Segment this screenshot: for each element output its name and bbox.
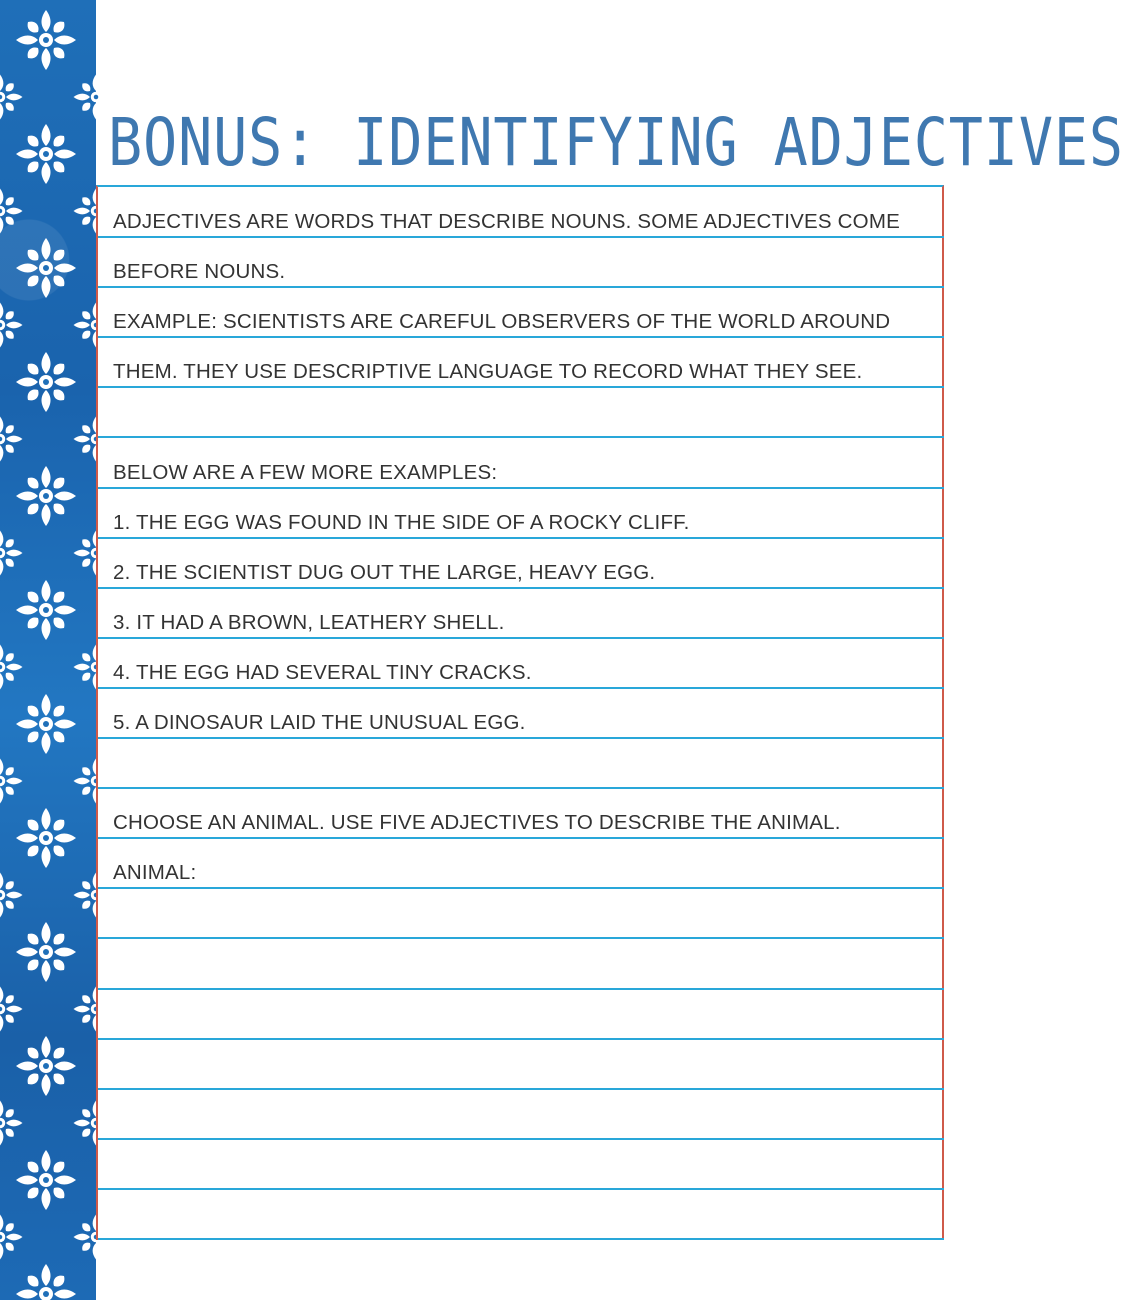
damask-pattern <box>0 0 96 1300</box>
damask-motif-icon <box>16 466 76 526</box>
damask-motif-icon <box>0 645 23 690</box>
ruled-line <box>98 1188 944 1190</box>
damask-motif-icon <box>0 75 23 120</box>
ruled-line <box>98 236 944 238</box>
damask-motif-icon <box>0 417 23 462</box>
damask-motif-icon <box>16 808 76 868</box>
ruled-line <box>98 837 944 839</box>
ruled-line <box>98 737 944 739</box>
damask-motif-icon <box>0 1101 23 1146</box>
damask-motif-icon <box>16 580 76 640</box>
ruled-line <box>98 988 944 990</box>
ruled-line <box>98 687 944 689</box>
damask-motif-icon <box>16 1264 76 1300</box>
ruled-line <box>98 587 944 589</box>
text-line: 2. THE SCIENTIST DUG OUT THE LARGE, HEAVY EGG. <box>113 560 656 584</box>
damask-motif-icon <box>16 922 76 982</box>
damask-motif-icon <box>0 987 23 1032</box>
text-line: 3. IT HAD A BROWN, LEATHERY SHELL. <box>113 610 505 634</box>
ruled-line <box>98 787 944 789</box>
damask-motif-icon <box>0 531 23 576</box>
ruled-line <box>98 1238 944 1240</box>
ruled-line <box>98 436 944 438</box>
lined-writing-area <box>96 185 944 1240</box>
text-line: 5. A DINOSAUR LAID THE UNUSUAL EGG. <box>113 711 526 734</box>
text-line: EXAMPLE: SCIENTISTS ARE CAREFUL OBSERVERS OF THE WORLD AROUND <box>113 310 891 334</box>
damask-motif-icon <box>16 1150 76 1210</box>
damask-motif-icon <box>0 303 23 348</box>
damask-motif-icon <box>16 352 76 412</box>
page-title: BONUS: IDENTIFYING ADJECTIVES <box>108 104 1124 181</box>
ruled-line <box>98 286 944 288</box>
text-line: CHOOSE AN ANIMAL. USE FIVE ADJECTIVES TO DESCRIBE THE ANIMAL. <box>113 811 841 835</box>
damask-motif-icon <box>0 873 23 918</box>
text-line: ANIMAL: <box>113 861 197 885</box>
text-line: BELOW ARE A FEW MORE EXAMPLES: <box>113 460 498 484</box>
ruled-line <box>98 537 944 539</box>
text-line: 4. THE EGG HAD SEVERAL TINY CRACKS. <box>113 660 532 684</box>
damask-motif-icon <box>0 759 23 804</box>
damask-motif-icon <box>0 189 23 234</box>
damask-motif-icon <box>16 10 76 70</box>
decorative-side-band <box>0 0 96 1300</box>
text-line: 1. THE EGG WAS FOUND IN THE SIDE OF A ROCKY CLIFF. <box>113 510 690 534</box>
damask-motif-icon <box>16 694 76 754</box>
ruled-line <box>98 637 944 639</box>
ruled-line <box>98 336 944 338</box>
ruled-line <box>98 887 944 889</box>
ruled-line <box>98 386 944 388</box>
text-line: BEFORE NOUNS. <box>113 260 286 284</box>
text-line: ADJECTIVES ARE WORDS THAT DESCRIBE NOUNS. SOME ADJECTIVES COME <box>113 210 900 233</box>
ruled-line <box>98 1038 944 1040</box>
ruled-line <box>98 1088 944 1090</box>
ruled-line <box>98 937 944 939</box>
text-line: THEM. THEY USE DESCRIPTIVE LANGUAGE TO RECORD WHAT THEY SEE. <box>113 360 863 384</box>
damask-motif-icon <box>16 124 76 184</box>
damask-motif-icon <box>16 1036 76 1096</box>
damask-motif-icon <box>16 238 76 298</box>
ruled-line <box>98 1138 944 1140</box>
ruled-line <box>98 487 944 489</box>
damask-motif-icon <box>0 1215 23 1260</box>
